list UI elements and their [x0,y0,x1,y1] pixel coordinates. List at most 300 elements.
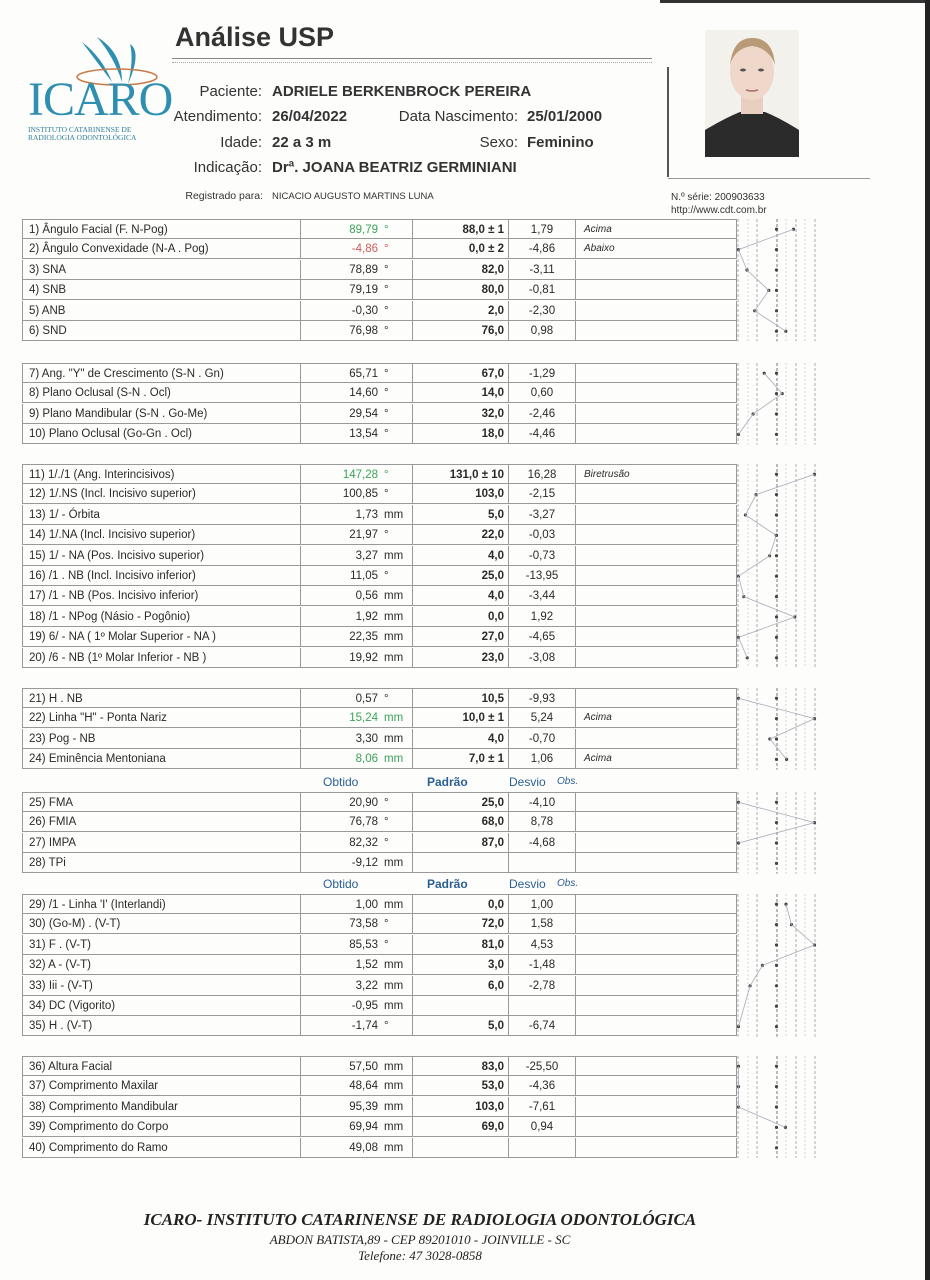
obtained-value: 29,54 [349,407,378,420]
graph-norm-point [775,615,778,618]
unit: ° [384,529,389,542]
website-link[interactable]: http://www.cdt.com.br [671,205,767,216]
measurement-name: 7) Ang. "Y" de Crescimento (S-N . Gn) [22,363,300,383]
unit: ° [384,816,389,829]
standard-value: 7,0 ± 1 [412,749,508,769]
graph-norm-point [775,903,778,906]
observation: Acima [575,219,737,239]
deviation-value: 4,53 [508,935,575,955]
standard-value: 27,0 [412,627,508,647]
obtained-value: 49,08 [349,1141,378,1154]
measurement-name: 35) H . (V-T) [22,1016,300,1036]
deviation-value: 16,28 [508,464,575,484]
measurement-name: 21) H . NB [22,688,300,708]
graph-connector [739,229,794,249]
graph-connector [739,250,747,270]
obtained-value: -0,95 [351,1000,378,1012]
deviation-value: -4,36 [508,1076,575,1096]
graph-connector [786,904,792,924]
logo-subtitle: INSTITUTO CATARINENSE DE RADIOLOGIA ODONTOLÓGICA [28,125,137,142]
graph-connector [756,474,814,494]
graph-connector [770,739,787,759]
graph-norm-point [775,862,778,865]
unit: mm [384,732,404,745]
unit: mm [384,1121,404,1134]
graph-norm-point [775,228,778,231]
obtained-value: 95,39 [349,1100,378,1113]
obtained-value: 1,92 [355,610,378,623]
deviation-value: -4,46 [508,424,575,444]
obtained-value: 11,05 [350,570,378,582]
measurement-name: 4) SNB [22,280,300,300]
paciente-value: ADRIELE BERKENBROCK PEREIRA [272,83,532,100]
graph-connector [745,515,776,535]
unit: ° [384,284,389,297]
unit: ° [384,938,389,951]
obtained-value: 13,54 [349,428,378,441]
measurement-name: 39) Comprimento do Corpo [22,1117,300,1137]
graph-connector [744,597,795,617]
obtained-value: 3,30 [355,732,378,745]
standard-value: 80,0 [412,280,508,300]
unit: ° [384,304,389,317]
graph-norm-point [775,473,778,476]
graph-connector [753,394,782,414]
graph-connector [739,823,815,843]
graph-norm-point [775,821,778,824]
measurement-name: 26) FMIA [22,812,300,832]
measurement-name: 33) Iii - (V-T) [22,976,300,996]
unit: mm [384,631,404,644]
measurement-name: 20) /6 - NB (1º Molar Inferior - NB ) [22,648,300,668]
deviation-value: 1,79 [508,219,575,239]
obtained-value: 78,89 [349,263,378,276]
standard-value: 5,0 [412,505,508,525]
obtained-value: 89,79 [349,224,378,236]
column-header-obs: Obs. [557,776,579,787]
standard-value: 103,0 [412,484,508,504]
deviation-value: -2,15 [508,484,575,504]
obtained-value: 76,98 [349,325,378,337]
page-title: Análise USP [175,22,335,52]
graph-norm-point [775,923,778,926]
obtained-value: 1,00 [355,899,378,911]
footer-phone: Telefone: 47 3028-0858 [358,1248,482,1263]
unit: ° [384,428,389,441]
registrado-label: Registrado para: [185,190,263,202]
obtained-value: 100,85 [342,488,378,501]
obtained-value: 69,94 [349,1121,378,1134]
obtained-value: 147,28 [342,469,378,481]
standard-value: 18,0 [412,424,508,444]
graph-norm-point [775,758,778,761]
obtained-value: 14,60 [349,387,378,400]
obtained-value: 20,90 [349,797,378,809]
standard-value: 53,0 [412,1076,508,1096]
unit: mm [384,1080,404,1093]
graph-norm-point [775,1126,778,1129]
deviation-value: 0,60 [508,383,575,403]
deviation-value: -7,61 [508,1097,575,1117]
deviation-value: -0,73 [508,546,575,566]
obtained-value: -9,12 [351,857,378,870]
graph-norm-point [775,841,778,844]
sexo-value: Feminino [527,134,594,151]
unit: mm [384,899,404,911]
column-header-obs: Obs. [557,878,579,889]
measurement-name: 10) Plano Oclusal (Go-Gn . Ocl) [22,424,300,444]
obtained-value: 1,73 [355,508,378,521]
standard-value: 25,0 [412,566,508,586]
deviation-value: -4,68 [508,833,575,853]
measurement-name: 38) Comprimento Mandibular [22,1097,300,1117]
measurement-name: 25) FMA [22,792,300,812]
graph-norm-point [775,1105,778,1108]
obtained-value: 0,56 [355,590,378,603]
unit: mm [384,549,404,562]
measurement-name: 6) SND [22,321,300,341]
observation: Abaixo [575,239,737,259]
measurement-name: 19) 6/ - NA ( 1º Molar Superior - NA ) [22,627,300,647]
graph-norm-point [775,717,778,720]
standard-value: 4,0 [412,546,508,566]
graph-grid [738,219,815,341]
standard-value: 0,0 ± 2 [412,239,508,259]
unit: mm [384,610,404,623]
measurement-name: 40) Comprimento do Ramo [22,1138,300,1158]
obtained-value: 79,19 [349,284,378,297]
graph-connector [770,535,777,555]
graph-norm-point [775,737,778,740]
idade-label: Idade: [220,134,262,151]
deviation-value: 0,98 [508,321,575,341]
obtained-value: 76,78 [349,816,378,829]
atendimento-value: 26/04/2022 [272,108,348,125]
obtained-value: 15,24 [349,712,378,725]
deviation-value: -2,30 [508,301,575,321]
deviation-value: 1,00 [508,894,575,914]
graph-norm-point [775,268,778,271]
deviation-value: 5,24 [508,708,575,728]
deviation-value: -0,81 [508,280,575,300]
measurement-name: 16) /1 . NB (Incl. Incisivo inferior) [22,566,300,586]
standard-value: 72,0 [412,914,508,934]
graph-norm-point [775,1065,778,1068]
unit: mm [384,979,404,992]
graph-norm-point [775,801,778,804]
registrado-value: NICACIO AUGUSTO MARTINS LUNA [272,191,434,202]
observation: Acima [575,749,737,769]
measurement-name: 23) Pog - NB [22,729,300,749]
graph-norm-point [775,433,778,436]
standard-value: 2,0 [412,301,508,321]
unit: ° [384,797,389,809]
standard-value: 4,0 [412,586,508,606]
graph-connector [739,802,815,822]
unit: ° [384,570,389,582]
measurement-name: 13) 1/ - Órbita [22,505,300,525]
obtained-value: -0,30 [351,304,378,317]
serial-number: N.º série: 200903633 [671,192,765,203]
graph-norm-point [775,1146,778,1149]
unit: mm [384,651,404,664]
obtained-value: 48,64 [349,1080,378,1093]
indicacao-value: Drª. JOANA BEATRIZ GERMINIANI [272,159,517,176]
unit: mm [384,959,404,972]
graph-connector [764,373,782,393]
obtained-value: 21,97 [349,529,378,542]
unit: mm [384,1061,404,1073]
graph-norm-point [775,330,778,333]
deviation-value: -4,86 [508,239,575,259]
deviation-value: -3,44 [508,586,575,606]
obtained-value: 82,32 [349,836,378,849]
measurement-name: 12) 1/.NS (Incl. Incisivo superior) [22,484,300,504]
measurement-name: 9) Plano Mandibular (S-N . Go-Me) [22,404,300,424]
measurement-name: 34) DC (Vigorito) [22,996,300,1016]
unit: mm [384,508,404,521]
graph-grid [738,363,815,445]
standard-value: 4,0 [412,729,508,749]
deviation-value: -6,74 [508,1016,575,1036]
deviation-value: 1,06 [508,749,575,769]
footer-institution: ICARO- INSTITUTO CATARINENSE DE RADIOLOGIA ODONTOLÓGICA [143,1210,697,1229]
obtained-value: 19,92 [349,651,378,664]
obtained-value: 73,58 [349,918,378,931]
atendimento-label: Atendimento: [173,108,262,125]
nascimento-value: 25/01/2000 [527,108,603,125]
graph-norm-point [775,513,778,516]
graph-connector [750,965,762,985]
unit: ° [384,243,389,256]
measurement-name: 32) A - (V-T) [22,955,300,975]
standard-value: 69,0 [412,1117,508,1137]
graph-norm-point [775,248,778,251]
graph-norm-point [775,984,778,987]
deviation-value: -3,27 [508,505,575,525]
graph-norm-point [775,554,778,557]
observation: Biretrusão [575,464,737,484]
graph-norm-point [775,392,778,395]
deviation-value: -0,03 [508,525,575,545]
idade-value: 22 a 3 m [272,134,332,151]
unit: mm [384,590,404,603]
obtained-value: 1,52 [355,959,378,972]
standard-value: 22,0 [412,525,508,545]
deviation-value: -4,65 [508,627,575,647]
deviation-value: -2,46 [508,404,575,424]
deviation-value: -3,08 [508,648,575,668]
graph-grid [738,688,815,770]
measurement-name: 31) F . (V-T) [22,935,300,955]
column-header-obtido: Obtido [323,877,359,891]
unit: mm [384,712,404,725]
graph-connector [739,698,815,718]
standard-value: 3,0 [412,955,508,975]
standard-value: 0,0 [412,894,508,914]
footer-address: ABDON BATISTA,89 - CEP 89201010 - JOINVILLE - SC [269,1232,571,1247]
measurement-name: 37) Comprimento Maxilar [22,1076,300,1096]
obtained-value: 57,50 [349,1061,378,1073]
measurement-name: 8) Plano Oclusal (S-N . Ocl) [22,383,300,403]
deviation-value: 8,78 [508,812,575,832]
graph-norm-point [775,1025,778,1028]
sexo-label: Sexo: [479,134,518,151]
standard-value: 76,0 [412,321,508,341]
graph-deviation-point [746,656,749,659]
deviation-value: -25,50 [508,1056,575,1076]
column-header-obtido: Obtido [323,775,359,789]
unit: ° [384,387,389,400]
graph-norm-point [775,697,778,700]
obtained-value: -1,74 [351,1020,378,1033]
standard-value: 83,0 [412,1056,508,1076]
measurement-name: 11) 1/./1 (Ang. Interincisivos) [22,464,300,484]
deviation-value: -1,29 [508,363,575,383]
measurement-name: 22) Linha "H" - Ponta Nariz [22,708,300,728]
standard-value: 32,0 [412,404,508,424]
unit: ° [384,1020,389,1033]
graph-norm-point [775,289,778,292]
paciente-label: Paciente: [199,83,262,100]
measurement-name: 1) Ângulo Facial (F. N-Pog) [22,219,300,239]
unit: ° [384,224,389,236]
standard-value: 14,0 [412,383,508,403]
measurement-name: 36) Altura Facial [22,1056,300,1076]
unit: mm [384,1100,404,1113]
standard-value: 103,0 [412,1097,508,1117]
graph-norm-point [775,575,778,578]
measurement-name: 24) Eminência Mentoniana [22,749,300,769]
measurement-name: 14) 1/.NA (Incl. Incisivo superior) [22,525,300,545]
standard-value: 67,0 [412,363,508,383]
graph-connector [739,556,770,576]
standard-value: 25,0 [412,792,508,812]
graph-connector [770,719,815,739]
standard-value: 0,0 [412,607,508,627]
graph-connector [739,617,795,637]
graph-connector [739,414,754,434]
column-header-padrao: Padrão [427,877,468,891]
deviation-value: -0,70 [508,729,575,749]
obtained-value: 65,71 [349,368,378,380]
unit: mm [384,753,404,766]
standard-value: 88,0 ± 1 [412,219,508,239]
graph-connector [739,1107,786,1127]
obtained-value: 22,35 [349,631,378,644]
standard-value: 6,0 [412,976,508,996]
measurement-name: 29) /1 - Linha 'I' (Interlandi) [22,894,300,914]
graph-norm-point [775,595,778,598]
standard-value: 131,0 ± 10 [412,464,508,484]
graph-connector [792,925,815,945]
graph-norm-point [775,943,778,946]
graph-connector [747,270,769,290]
measurement-name: 27) IMPA [22,833,300,853]
column-header-desvio: Desvio [509,877,546,891]
obtained-value: 3,27 [355,549,378,562]
deviation-value: 1,58 [508,914,575,934]
graph-norm-point [775,1085,778,1088]
measurement-name: 2) Ângulo Convexidade (N-A . Pog) [22,239,300,259]
measurement-name: 30) (Go-M) . (V-T) [22,914,300,934]
obtained-value: -4,86 [351,243,378,256]
unit: ° [384,263,389,276]
unit: mm [384,1141,404,1154]
unit: ° [384,469,389,481]
standard-value: 5,0 [412,1016,508,1036]
obtained-value: 0,57 [355,693,378,705]
standard-value: 23,0 [412,648,508,668]
measurement-name: 3) SNA [22,260,300,280]
deviation-value: -3,11 [508,260,575,280]
graph-connector [739,986,751,1027]
graph-connector [739,576,744,596]
unit: ° [384,693,389,705]
deviation-value: 1,92 [508,607,575,627]
graph-norm-point [775,372,778,375]
column-header-padrao: Padrão [427,775,468,789]
indicacao-label: Indicação: [193,159,262,176]
obtained-value: 3,22 [355,979,378,992]
measurement-name: 15) 1/ - NA (Pos. Incisivo superior) [22,546,300,566]
unit: mm [384,857,404,870]
observation: Acima [575,708,737,728]
unit: ° [384,368,389,380]
deviation-value: -13,95 [508,566,575,586]
graph-connector [762,945,814,965]
logo-wordmark: ICARO [28,73,173,126]
standard-value: 68,0 [412,812,508,832]
measurement-name: 28) TPi [22,853,300,873]
nascimento-label: Data Nascimento: [398,108,518,125]
graph-connector [739,637,748,657]
graph-norm-point [775,309,778,312]
graph-norm-point [775,964,778,967]
graph-connector [745,495,756,515]
standard-value: 10,0 ± 1 [412,708,508,728]
graph-norm-point [775,1005,778,1008]
standard-value: 10,5 [412,688,508,708]
unit: ° [384,488,389,501]
unit: ° [384,836,389,849]
graph-connector [755,311,786,331]
measurement-name: 5) ANB [22,301,300,321]
deviation-value: 0,94 [508,1117,575,1137]
obtained-value: 8,06 [355,753,378,766]
standard-value: 87,0 [412,833,508,853]
column-header-desvio: Desvio [509,775,546,789]
deviation-value: -4,10 [508,792,575,812]
standard-value: 82,0 [412,260,508,280]
measurement-name: 18) /1 - NPog (Násio - Pogônio) [22,607,300,627]
graph-deviation-point [784,1126,787,1129]
deviation-value: -9,93 [508,688,575,708]
unit: ° [384,918,389,931]
unit: ° [384,407,389,420]
unit: mm [384,1000,404,1012]
unit: ° [384,325,389,337]
graph-norm-point [775,493,778,496]
deviation-value: -2,78 [508,976,575,996]
graph-norm-point [775,412,778,415]
graph-norm-point [775,656,778,659]
deviation-value: -1,48 [508,955,575,975]
obtained-value: 85,53 [349,938,378,951]
graph-norm-point [775,636,778,639]
measurement-name: 17) /1 - NB (Pos. Incisivo inferior) [22,586,300,606]
standard-value: 81,0 [412,935,508,955]
